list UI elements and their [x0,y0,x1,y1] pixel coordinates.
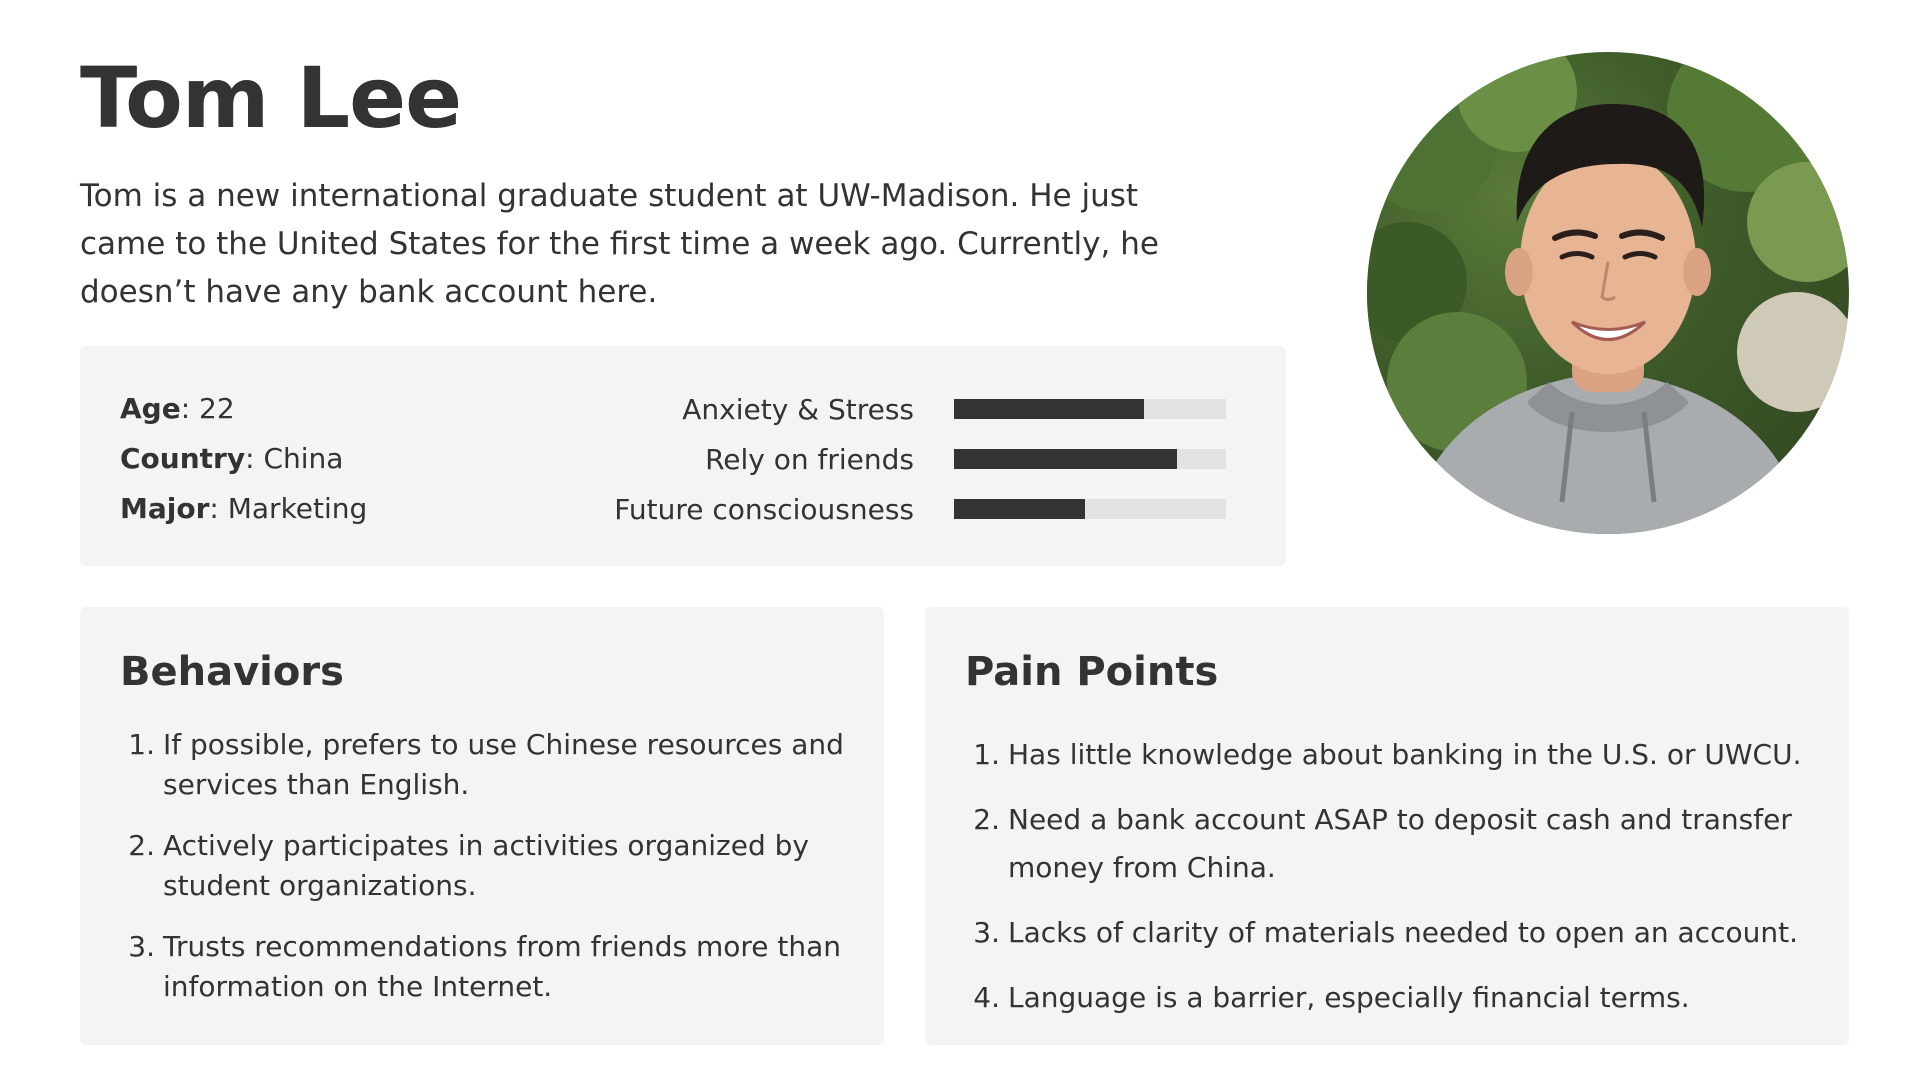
meter-fill [954,399,1144,419]
list-item [120,826,854,906]
list-item-text: Language is a barrier, especially financial terms. [1008,981,1690,1014]
list-item-number: 2. [973,803,1000,836]
list-item [965,909,1819,957]
persona-name: Tom Lee [80,49,462,147]
meter-track [954,399,1226,419]
list-item-text: Trusts recommendations from friends more than information on the Internet. [163,930,842,1003]
fact-value: : Marketing [209,492,368,525]
fact-value: : China [245,442,344,475]
pain-points-list [965,731,1819,1039]
meter-future-consciousness [614,484,1226,534]
behaviors-title: Behaviors [120,649,344,695]
list-item-text: Has little knowledge about banking in the U.S. or UWCU. [1008,738,1802,771]
fact-major [120,484,367,534]
meter-fill [954,449,1177,469]
list-item [965,974,1819,1022]
list-item-number: 1. [973,738,1000,771]
list-item-number: 1. [128,728,155,761]
meter-fill [954,499,1085,519]
fact-label: Age [120,392,181,425]
list-item-number: 4. [973,981,1000,1014]
meter-anxiety [614,384,1226,434]
meter-track [954,499,1226,519]
list-item-number: 2. [128,829,155,862]
list-item [120,927,854,1007]
fact-value: : 22 [180,392,235,425]
fact-label: Major [120,492,210,525]
facts-list [120,384,367,534]
list-item-text: If possible, prefers to use Chinese resources and services than English. [163,728,844,801]
list-item-number: 3. [128,930,155,963]
meter-rely-on-friends [614,434,1226,484]
trait-meters [614,384,1226,534]
list-item-text: Need a bank account ASAP to deposit cash and transfer money from China. [1008,803,1792,884]
meter-label: Future consciousness [614,492,914,526]
persona-photo-illustration [1367,52,1849,534]
list-item [965,731,1819,779]
list-item [120,725,854,805]
stats-panel [80,346,1286,566]
list-item-text: Lacks of clarity of materials needed to open an account. [1008,916,1798,949]
persona-intro: Tom is a new international graduate student at UW-Madison. He just came to the United States for the first time a week ago. Currently, he doesn’t have any bank account here. [80,178,1159,310]
list-item-number: 3. [973,916,1000,949]
behaviors-card [80,607,884,1045]
persona-photo [1367,52,1849,534]
fact-country [120,434,367,484]
behaviors-list [120,725,854,1028]
pain-points-title: Pain Points [965,649,1219,695]
pain-points-card [925,607,1849,1045]
list-item [965,796,1819,892]
fact-age [120,384,367,434]
fact-label: Country [120,442,246,475]
meter-track [954,449,1226,469]
meter-label: Rely on friends [705,442,914,476]
meter-label: Anxiety & Stress [682,392,914,426]
list-item-text: Actively participates in activities organized by student organizations. [163,829,809,902]
